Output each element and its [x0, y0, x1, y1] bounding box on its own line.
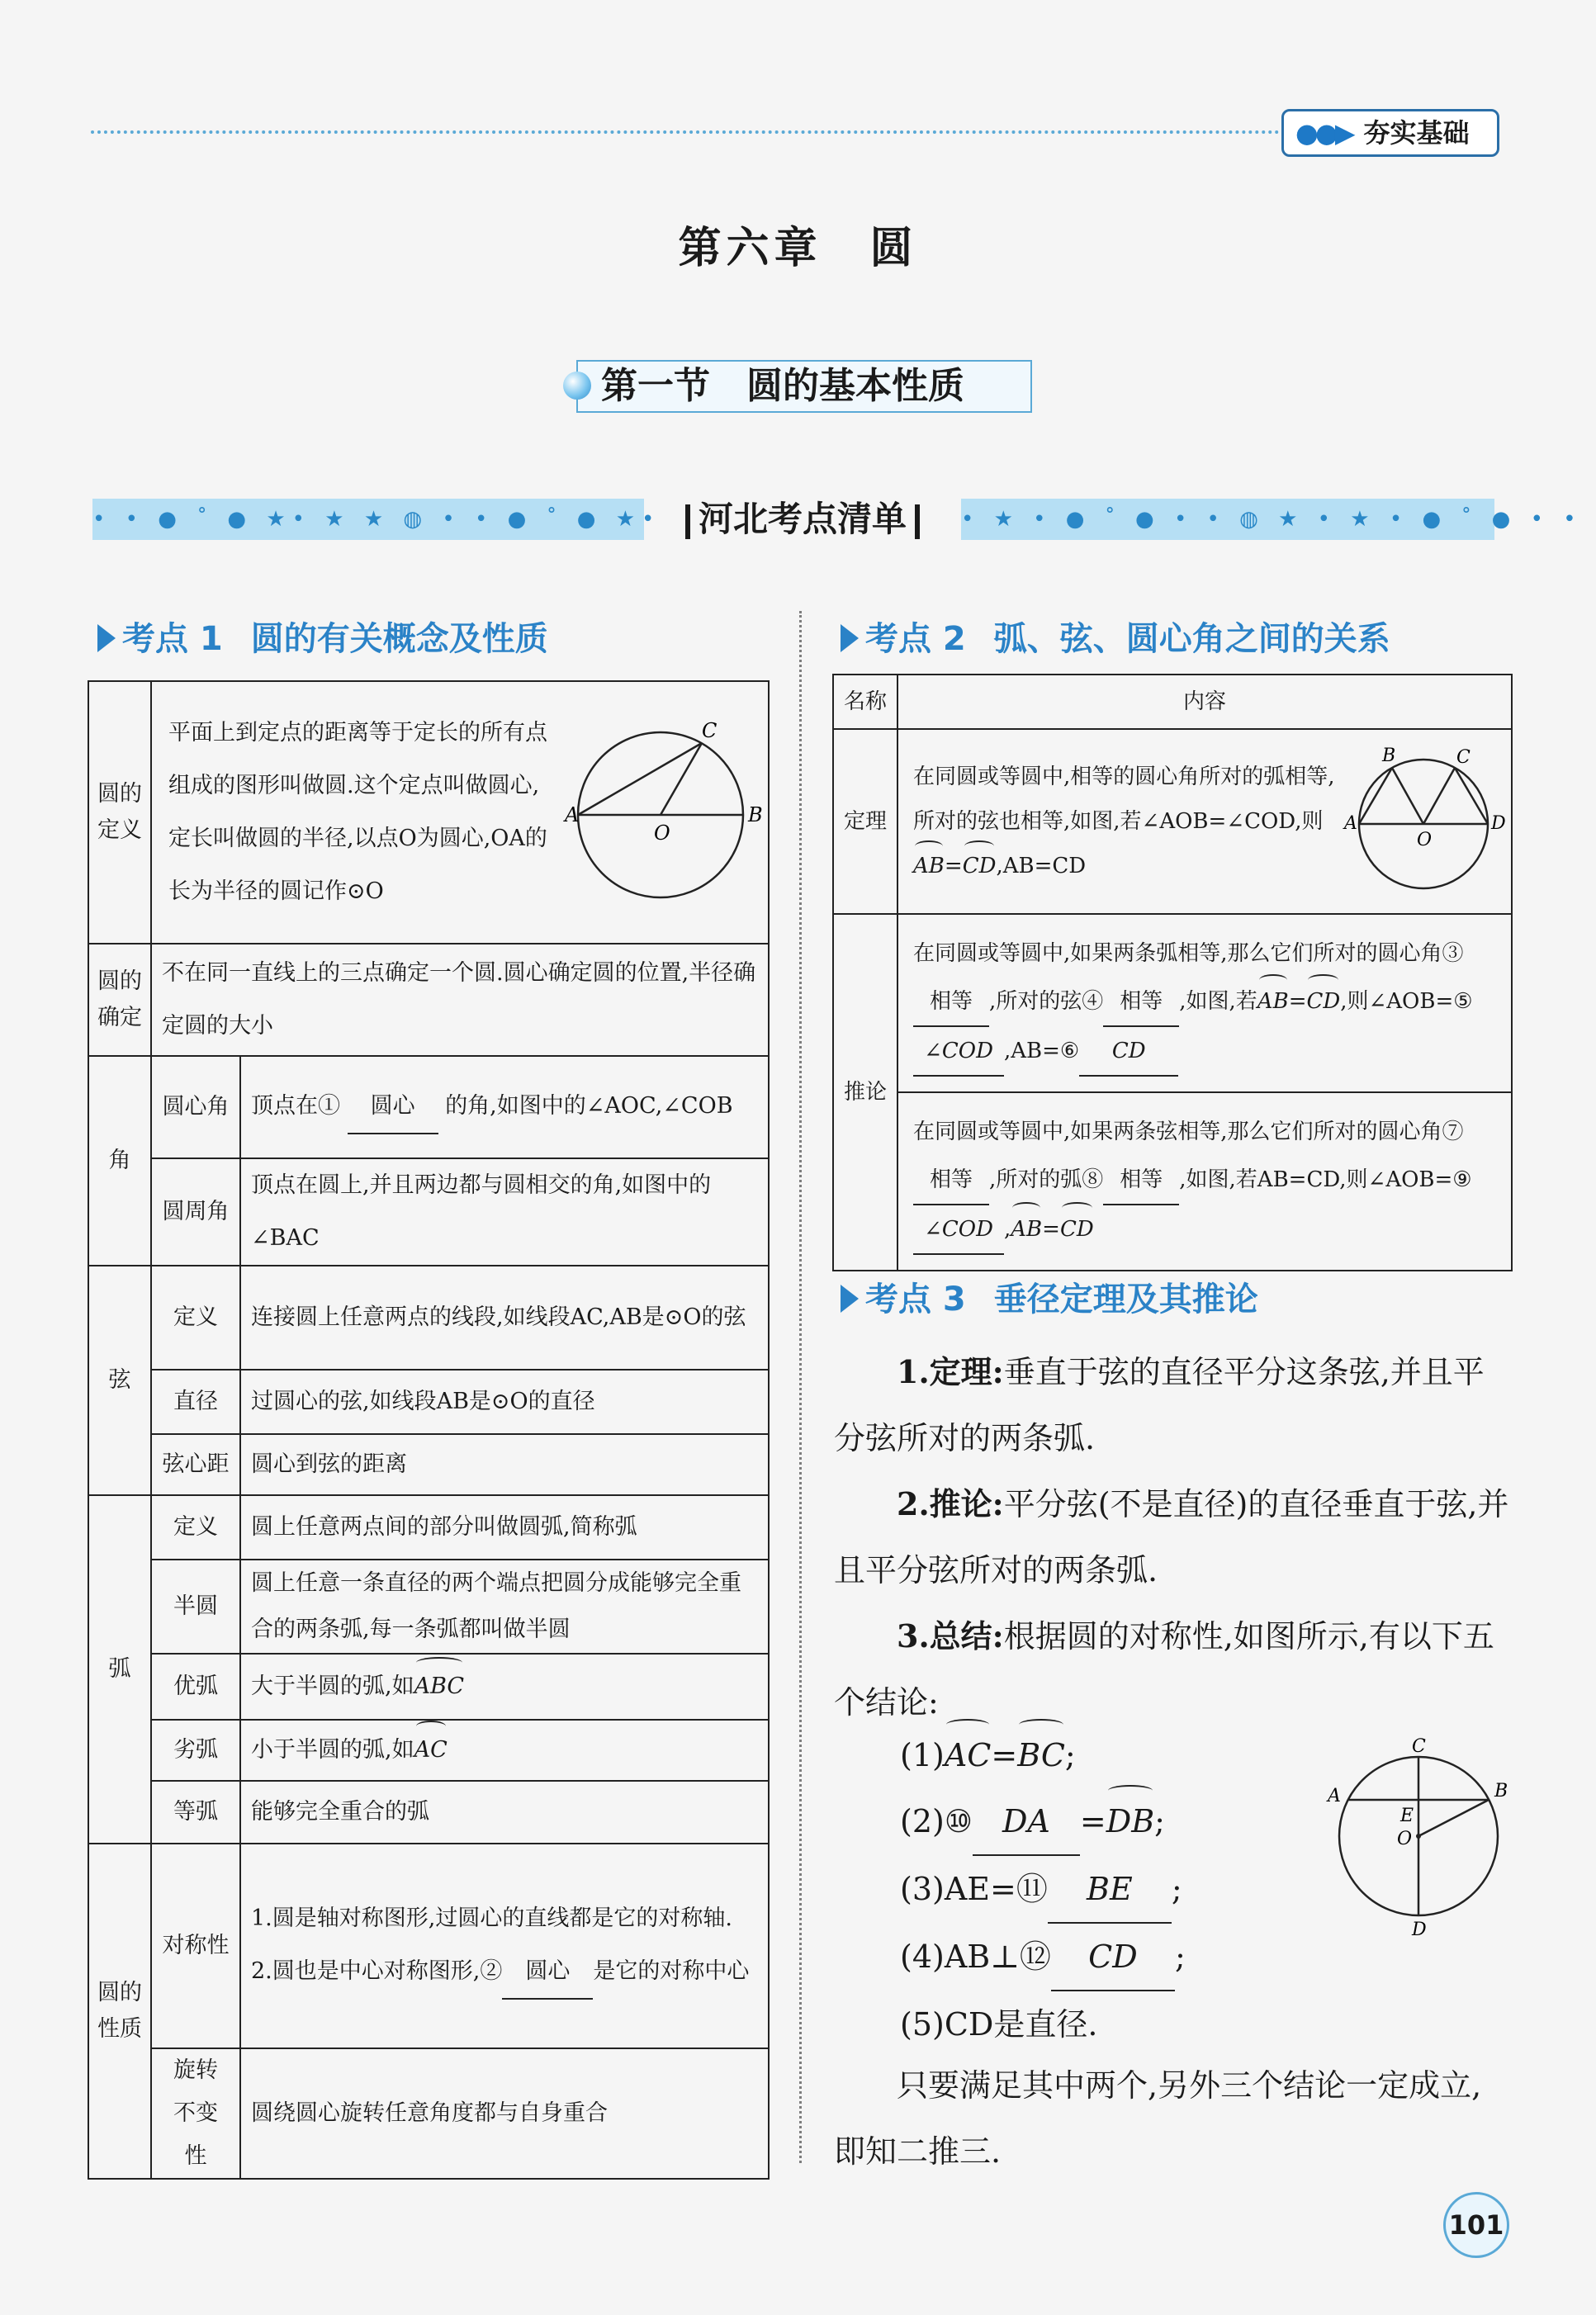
kaodian-2-heading	[841, 613, 1390, 660]
answer-8: 相等	[1103, 1156, 1179, 1205]
band-bar-left	[685, 504, 690, 539]
page-number: 101	[1443, 2192, 1509, 2258]
fig3-label-o: O	[1397, 1829, 1413, 1849]
kaodian-3-body	[834, 1339, 1511, 1735]
circle-figure-2	[1341, 743, 1506, 900]
final-remark-text: 只要满足其中两个,另外三个结论一定成立,即知二推三.	[834, 2067, 1482, 2170]
chord-distance-label: 弦心距	[151, 1434, 240, 1495]
circle-figure-3	[1321, 1734, 1519, 1940]
central-angle-label: 圆心角	[151, 1056, 240, 1158]
final-remark	[834, 2052, 1511, 2185]
answer-2: 圆心	[502, 1945, 593, 2000]
chord-def-text: 连接圆上任意两点的线段,如线段AC,AB是⊙O的弦	[240, 1266, 769, 1370]
semicircle-label: 半圆	[151, 1560, 240, 1654]
central-angle-text: 顶点在① 圆心 的角,如图中的∠AOC,∠COB	[240, 1056, 769, 1158]
conclusion-3: (3)AE=⑪ BE ;	[900, 1856, 1186, 1924]
fig2-radius-ob	[1392, 768, 1423, 824]
answer-11: BE	[1048, 1856, 1172, 1924]
kaodian-3-title: 垂径定理及其推论	[993, 1281, 1258, 1318]
section-tag	[1281, 109, 1499, 157]
semicircle-text: 圆上任意一条直径的两个端点把圆分成能够完全重合的两条弧,每一条弧都叫做半圆	[240, 1560, 769, 1654]
triangle-icon	[97, 624, 116, 652]
chord-def-label: 定义	[151, 1266, 240, 1370]
summary-paragraph: 3.总结:根据圆的对称性,如图所示,有以下五个结论:	[834, 1617, 1494, 1721]
kaodian-2-title: 弧、弦、圆心角之间的关系	[993, 620, 1390, 658]
kaodian-1-title: 圆的有关概念及性质	[250, 620, 548, 658]
kaodian-2-label: 考点 2	[865, 620, 966, 658]
head-name: 名称	[833, 675, 897, 729]
fig3-label-e: E	[1400, 1806, 1414, 1826]
symmetry-label: 对称性	[151, 1844, 240, 2048]
fig2-radius-oc	[1423, 768, 1455, 824]
fig2-label-o: O	[1417, 830, 1433, 850]
band-bar-right	[915, 504, 920, 539]
row-label-angle: 角	[88, 1056, 151, 1266]
fig3-radius-ob	[1418, 1800, 1489, 1836]
fig2-label-c: C	[1456, 747, 1470, 768]
answer-3: 相等	[913, 978, 989, 1027]
answer-6: CD	[1079, 1027, 1178, 1077]
arc-chord-table	[832, 674, 1513, 1271]
band-left-decoration: • • ● ˚ ● ★• ★ ★ ◍ • • ● ˚ ● ★•	[92, 499, 644, 540]
conclusions-list	[900, 1722, 1186, 2057]
fig1-label-o: O	[654, 821, 670, 845]
theorem-label: 定理	[833, 729, 897, 914]
arc-abc: ABC	[414, 1660, 465, 1713]
theorem-cell	[897, 729, 1512, 914]
band-title-text: 河北考点清单	[698, 499, 907, 539]
diameter-text: 过圆心的弦,如线段AB是⊙O的直径	[240, 1370, 769, 1434]
fig1-label-b: B	[748, 803, 763, 826]
answer-12: CD	[1051, 1924, 1175, 1991]
circle-figure-1	[561, 717, 768, 907]
column-divider	[799, 611, 802, 2163]
arc-def-label: 定义	[151, 1495, 240, 1560]
minor-arc-text: 小于半圆的弧,如AC	[240, 1720, 769, 1781]
conclusion-5: (5)CD是直径.	[900, 2006, 1098, 2043]
rotation-label: 旋转不变性	[151, 2048, 240, 2179]
section-title: 第一节 圆的基本性质	[601, 365, 964, 407]
triangle-icon	[841, 1285, 859, 1313]
corollary-paragraph: 2.推论:平分弦(不是直径)的直径垂直于弦,并且平分弦所对的两条弧.	[834, 1485, 1509, 1588]
row-label-arc: 弧	[88, 1495, 151, 1844]
conclusion-1: (1)AC=BC;	[900, 1722, 1186, 1788]
kaodian-3-label: 考点 3	[865, 1281, 966, 1318]
kaodian-3-heading	[841, 1273, 1258, 1320]
kaodian-1-heading	[97, 613, 548, 660]
answer-7: 相等	[913, 1156, 989, 1205]
row-label-chord: 弦	[88, 1266, 151, 1495]
arc-ac: AC	[414, 1724, 448, 1777]
fig2-chord-cd	[1455, 768, 1488, 824]
major-arc-label: 优弧	[151, 1654, 240, 1720]
section-tag-label: 夯实基础	[1363, 117, 1470, 149]
fig2-label-a: A	[1344, 813, 1357, 834]
fig3-label-d: D	[1412, 1920, 1427, 1940]
inscribed-angle-label: 圆周角	[151, 1158, 240, 1266]
row-label-properties: 圆的性质	[88, 1844, 151, 2179]
triangle-icon	[841, 624, 859, 652]
answer-9: ∠COD	[913, 1205, 1004, 1255]
bullet-ball-icon	[563, 372, 591, 400]
fig3-center-dot	[1416, 1834, 1421, 1839]
fig1-label-c: C	[702, 719, 717, 742]
rotation-text: 圆绕圆心旋转任意角度都与自身重合	[240, 2048, 769, 2179]
row-label-determine: 圆的确定	[88, 944, 151, 1056]
fig2-chord-ab	[1359, 768, 1392, 824]
concepts-table	[88, 680, 770, 2180]
fig1-chord-ac	[578, 743, 702, 815]
equal-arc-label: 等弧	[151, 1781, 240, 1844]
symmetry-text: 1.圆是轴对称图形,过圆心的直线都是它的对称轴. 2.圆也是中心对称图形,② 圆心 是它的对称中心	[240, 1844, 769, 2048]
kaodian-1-label: 考点 1	[122, 620, 223, 658]
header-dotted-rule	[91, 130, 1280, 134]
theorem-text: 在同圆或等圆中,相等的圆心角所对的弧相等,所对的弦也相等,如图,若∠AOB=∠COD,则AB=CD,AB=CD	[913, 755, 1341, 888]
chord-distance-text: 圆心到弦的距离	[240, 1434, 769, 1495]
fig2-label-d: D	[1491, 813, 1506, 834]
corollary-label: 推论	[833, 914, 897, 1271]
conclusion-2: (2)⑩ DA =DB;	[900, 1788, 1186, 1856]
tag-dots-icon: ●●▶	[1295, 117, 1352, 149]
corollary-2-text: 在同圆或等圆中,如果两条弦相等,那么它们所对的圆心角⑦相等 ,所对的弧⑧ 相等 ,如图,若AB=CD,则∠AOB=⑨∠COD ,AB=CD	[897, 1092, 1512, 1271]
fig3-label-b: B	[1494, 1781, 1508, 1801]
fig3-label-c: C	[1412, 1736, 1426, 1757]
fig1-radius-oc	[661, 743, 702, 815]
equal-arc-text: 能够完全重合的弧	[240, 1781, 769, 1844]
row-label-definition: 圆的定义	[88, 681, 151, 944]
band-title	[646, 492, 959, 547]
conclusion-4: (4)AB⊥⑫ CD ;	[900, 1924, 1186, 1991]
answer-4: 相等	[1103, 978, 1179, 1027]
major-arc-text: 大于半圆的弧,如ABC	[240, 1654, 769, 1720]
answer-10: DA	[973, 1788, 1080, 1856]
answer-5: ∠COD	[913, 1027, 1004, 1077]
fig3-label-a: A	[1328, 1786, 1341, 1806]
section-title-box	[576, 360, 1032, 413]
head-content: 内容	[897, 675, 1512, 729]
definition-text: 平面上到定点的距离等于定长的所有点组成的图形叫做圆.这个定点叫做圆心,定长叫做圆的半径,以点O为圆心,OA的长为半径的圆记作⊙O	[168, 720, 547, 904]
answer-1: 圆心	[348, 1080, 438, 1134]
theorem-paragraph: 1.定理:垂直于弦的直径平分这条弦,并且平分弦所对的两条弧.	[834, 1353, 1485, 1456]
fig1-label-a: A	[565, 803, 580, 826]
definition-cell	[151, 681, 769, 944]
chapter-title: 第六章 圆	[678, 223, 918, 273]
inscribed-angle-text: 顶点在圆上,并且两边都与圆相交的角,如图中的∠BAC	[240, 1158, 769, 1266]
determine-text: 不在同一直线上的三点确定一个圆.圆心确定圆的位置,半径确定圆的大小	[151, 944, 769, 1056]
corollary-1-text: 在同圆或等圆中,如果两条弧相等,那么它们所对的圆心角③相等 ,所对的弦④ 相等 ,如图,若AB=CD,则∠AOB=⑤∠COD ,AB=⑥ CD	[897, 914, 1512, 1092]
arc-def-text: 圆上任意两点间的部分叫做圆弧,简称弧	[240, 1495, 769, 1560]
minor-arc-label: 劣弧	[151, 1720, 240, 1781]
band-right-decoration: • ★ • ● ˚ ● • • ◍ ★ • ★ • ● ˚ ● • •	[961, 499, 1494, 540]
fig2-label-b: B	[1382, 746, 1396, 766]
diameter-label: 直径	[151, 1370, 240, 1434]
